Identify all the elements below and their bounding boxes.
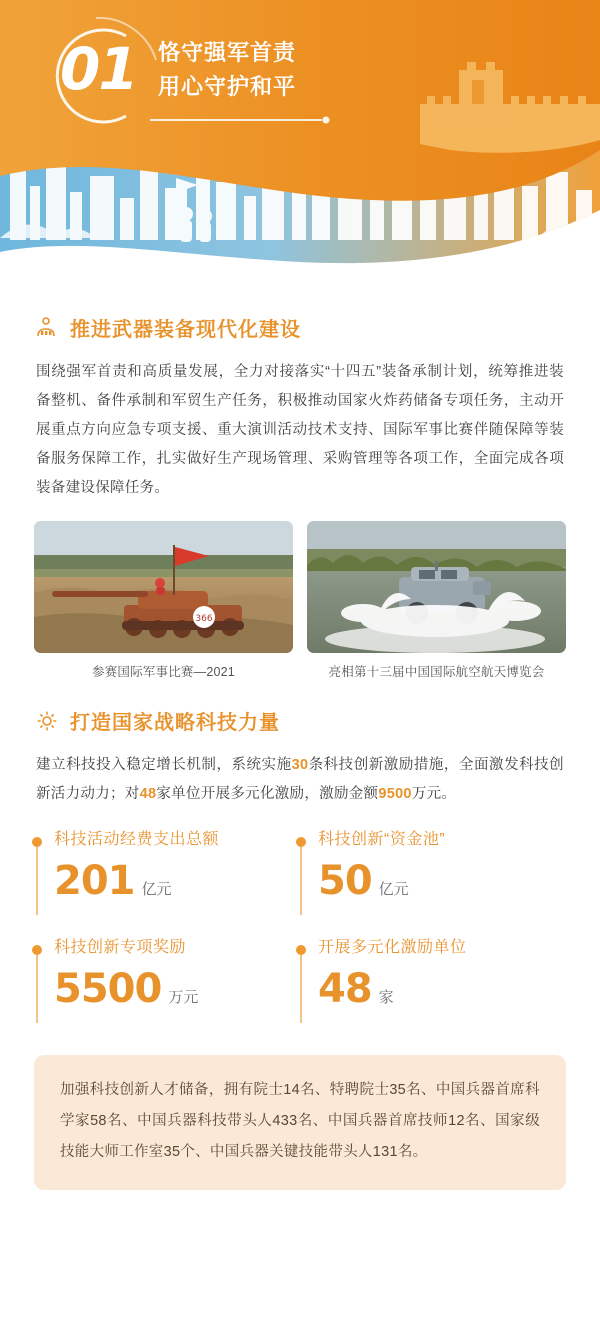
- stat-unit: 亿元: [378, 881, 409, 898]
- stat-label: 科技创新“资金池”: [318, 831, 446, 848]
- highlight-number: 30: [291, 757, 309, 773]
- body-fragment: 建立科技投入稳定增长机制，系统实施: [36, 757, 292, 773]
- section-technology: [0, 706, 600, 809]
- tank-photo-caption: 参赛国际军事比赛—2021: [92, 665, 235, 679]
- body-fragment: 条科技创新激励措施，全面激发科技创新活力动力；对: [36, 757, 564, 802]
- section-2-body: [0, 751, 600, 809]
- body-fragment: 万元。: [411, 786, 457, 802]
- section-1-title: 推进武器装备现代化建设: [70, 319, 301, 341]
- svg-text:366: 366: [195, 614, 213, 624]
- section-1-header: [0, 313, 600, 342]
- stat-unit: 家: [378, 989, 394, 1006]
- stat-unit: 万元: [168, 989, 199, 1006]
- armored-vehicle-photo: [307, 521, 566, 653]
- stat-card: [36, 937, 300, 1037]
- stat-value: [318, 967, 564, 1011]
- stat-number: 50: [318, 858, 372, 904]
- stat-value: [54, 967, 300, 1011]
- header-title-line1: 恪守强军首责: [158, 40, 297, 65]
- talent-note-box: 加强科技创新人才储备，拥有院士14名、特聘院士35名、中国兵器首席科学家58名、中国兵器科技带头人433名、中国兵器首席技师12名、国家级技能大师工作室35个、中国兵器关键技能带头人131名。: [34, 1055, 566, 1190]
- factory-icon: [34, 315, 60, 341]
- body-fragment: 家单位开展多元化激励，激励金额: [156, 786, 379, 802]
- stat-value: [318, 859, 564, 903]
- stat-number: 201: [54, 858, 135, 904]
- section-2-title: 打造国家战略科技力量: [70, 712, 280, 734]
- stat-value: [54, 859, 300, 903]
- gear-icon: [34, 708, 60, 734]
- stat-card: [300, 829, 564, 929]
- stat-label: 科技活动经费支出总额: [54, 831, 220, 848]
- header-banner: [0, 0, 600, 285]
- highlight-number: 48: [139, 786, 157, 802]
- stat-label: 科技创新专项奖励: [54, 939, 187, 956]
- section-2-header: [0, 706, 600, 735]
- photo-item-tank: [34, 521, 293, 680]
- section-weapons: [0, 313, 600, 503]
- stat-card: [300, 937, 564, 1037]
- stat-unit: 亿元: [141, 881, 172, 898]
- section-1-body: 围绕强军首责和高质量发展，全力对接落实“十四五”装备承制计划，统筹推进装备整机、备件承制和军贸生产任务，积极推动国家火炸药储备专项任务，主动开展重点方向应急专项支援、重大演训活动技术支持、国际军事比赛伴随保障等装备服务保障工作，扎实做好生产现场管理、采购管理等各项工作，全面完成各项装备建设保障任务。: [36, 364, 564, 496]
- section-number-badge: [52, 30, 142, 110]
- vehicle-photo-caption: 亮相第十三届中国国际航空航天博览会: [328, 665, 545, 679]
- header-title: [158, 36, 296, 104]
- photo-row: [0, 521, 600, 680]
- section-number: 01: [60, 35, 137, 103]
- stat-number: 48: [318, 966, 372, 1012]
- stats-grid: [0, 829, 600, 1037]
- header-title-line2: 用心守护和平: [158, 74, 297, 99]
- tank-photo: [34, 521, 293, 653]
- stat-label: 开展多元化激励单位: [318, 939, 467, 956]
- highlight-number: 9500: [378, 786, 412, 802]
- stat-card: [36, 829, 300, 929]
- photo-item-vehicle: [307, 521, 566, 680]
- stat-number: 5500: [54, 966, 162, 1012]
